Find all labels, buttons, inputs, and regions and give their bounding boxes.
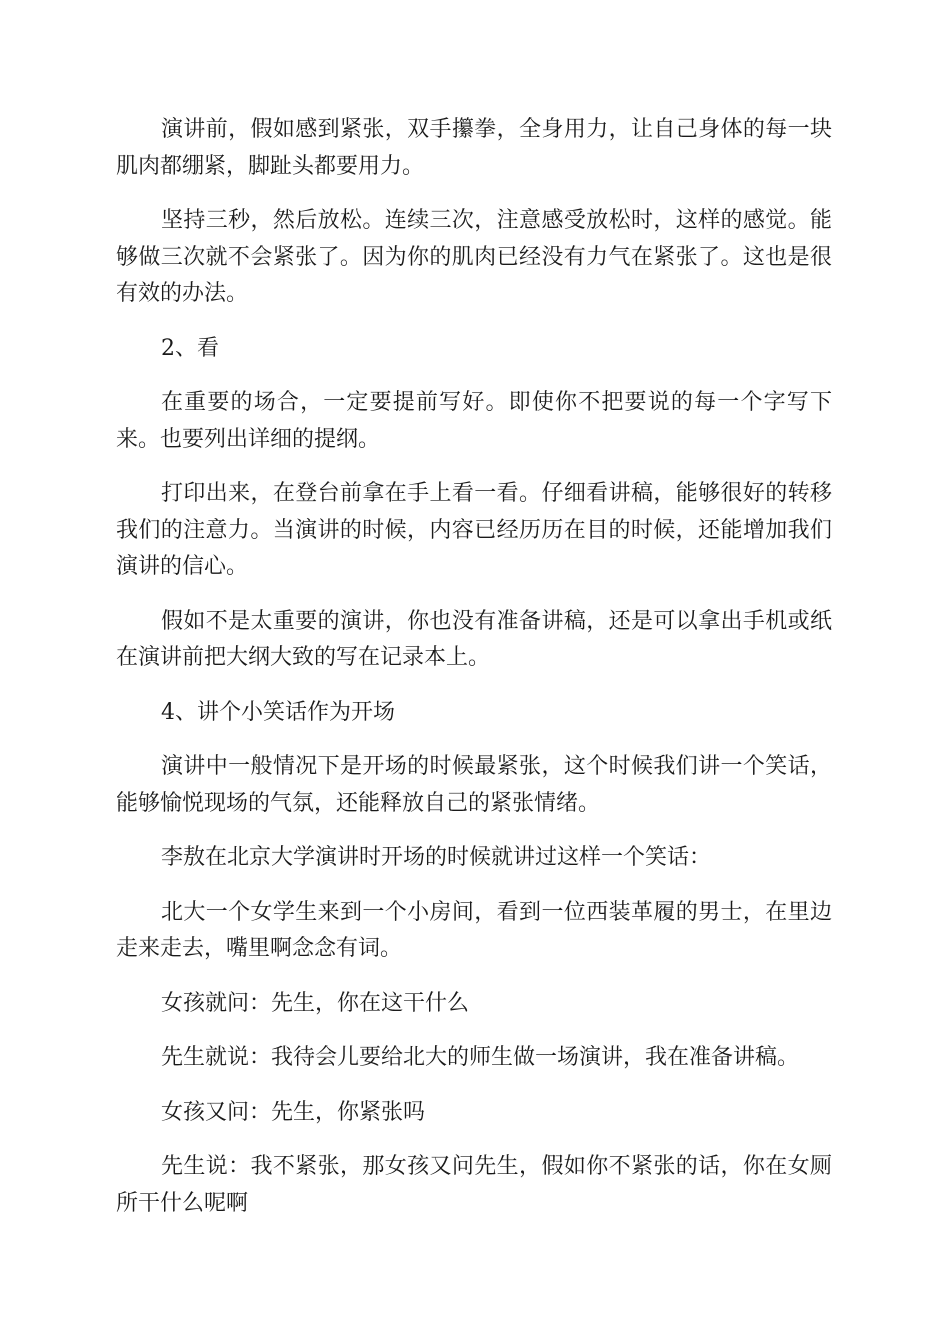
section-heading-joke: 4、讲个小笑话作为开场 (161, 699, 395, 725)
section-heading-look: 2、看 (161, 335, 219, 361)
paragraph-7: 李敖在北京大学演讲时开场的时候就讲过这样一个笑话： (161, 845, 712, 870)
paragraph-6: 演讲中一般情况下是开场的时候最紧张，这个时候我们讲一个笑话，能够愉悦现场的气氛，还能释放自己的紧张情绪。 (116, 754, 832, 816)
paragraph-9: 女孩就问：先生，你在这干什么 (161, 990, 470, 1016)
paragraph-3: 在重要的场合，一定要提前写好。即使你不把要说的每一个字写下来。也要列出详细的提纲。 (116, 390, 832, 452)
paragraph-8: 北大一个女学生来到一个小房间，看到一位西装革履的男士，在里边走来走去，嘴里啊念念有词。 (116, 899, 832, 961)
document-body (116, 112, 832, 1240)
paragraph-2: 坚持三秒，然后放松。连续三次，注意感受放松时，这样的感觉。能够做三次就不会紧张了。因为你的肌肉已经没有力气在紧张了。这也是很有效的办法。 (116, 208, 832, 306)
paragraph-5: 假如不是太重要的演讲，你也没有准备讲稿，还是可以拿出手机或纸在演讲前把大纲大致的写在记录本上。 (116, 608, 832, 670)
paragraph-10: 先生就说：我待会儿要给北大的师生做一场演讲，我在准备讲稿。 (161, 1045, 800, 1070)
paragraph-12: 先生说：我不紧张，那女孩又问先生，假如你不紧张的话，你在女厕所干什么呢啊 (116, 1154, 832, 1216)
paragraph-1: 演讲前，假如感到紧张，双手攥拳，全身用力，让自己身体的每一块肌肉都绷紧，脚趾头都要用力。 (116, 117, 832, 179)
paragraph-11: 女孩又问：先生，你紧张吗 (161, 1099, 426, 1125)
paragraph-4: 打印出来，在登台前拿在手上看一看。仔细看讲稿，能够很好的转移我们的注意力。当演讲的时候，内容已经历历在目的时候，还能增加我们演讲的信心。 (116, 481, 832, 579)
